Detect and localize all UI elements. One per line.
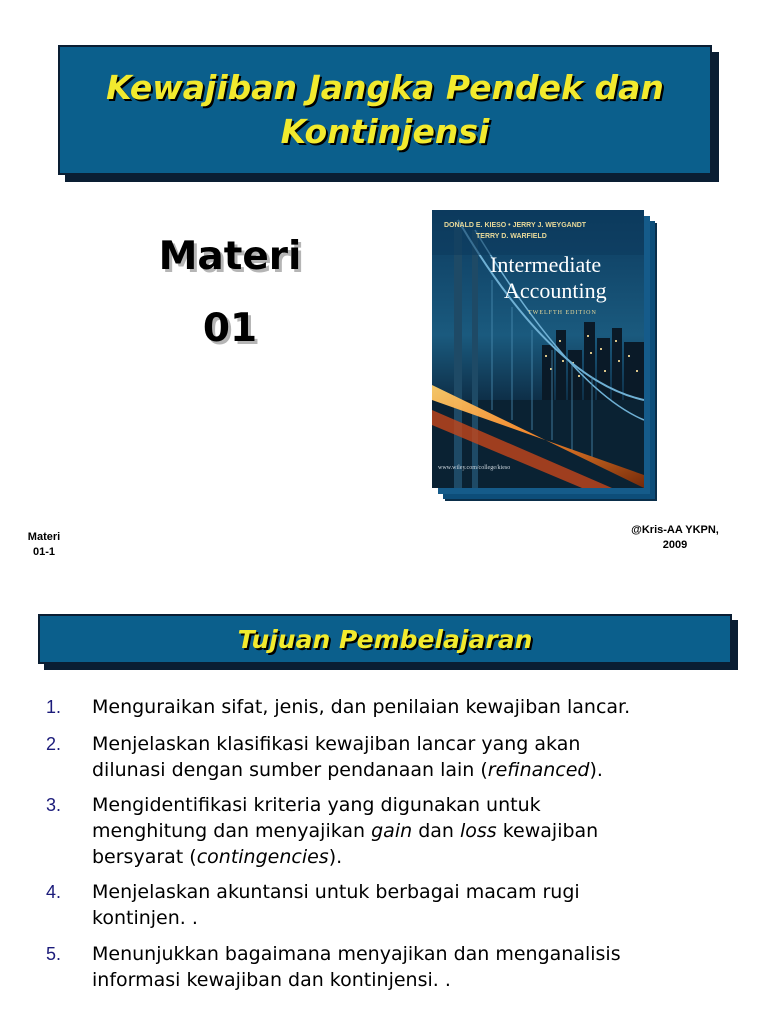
materi-number: 01 xyxy=(202,306,258,351)
list-item-line: Mengidentifikasi kriteria yang digunakan untuk xyxy=(92,794,541,816)
footer-right-line2: 2009 xyxy=(662,539,688,551)
book-edition: TWELFTH EDITION xyxy=(528,310,597,316)
text-run: menghitung dan menyajikan xyxy=(92,820,372,842)
text-run: ). xyxy=(328,846,343,868)
slide1-title-box xyxy=(58,45,712,175)
list-item-text xyxy=(92,694,732,720)
book-authors-line2: TERRY D. WARFIELD xyxy=(476,233,547,240)
list-item-line: Menjelaskan klasifikasi kewajiban lancar yang akan xyxy=(92,733,581,755)
list-item-line: Menjelaskan akuntansi untuk berbagai macam rugi xyxy=(92,881,580,903)
list-item-number: 1. xyxy=(46,697,62,717)
italic-term: loss xyxy=(459,820,497,842)
text-run: ). xyxy=(589,759,603,781)
footer-right-line1: @Kris-AA YKPN, xyxy=(631,524,719,536)
book-url: www.wiley.com/college/kieso xyxy=(438,465,511,471)
text-run: bersyarat ( xyxy=(92,846,197,868)
list-item-line: Menguraikan sifat, jenis, dan penilaian kewajiban lancar. xyxy=(92,696,631,718)
slide1-footer-right xyxy=(612,523,738,553)
book-cover-image xyxy=(432,210,644,488)
text-run: dilunasi dengan sumber pendanaan lain ( xyxy=(92,759,488,781)
materi-label: Materi xyxy=(158,234,302,279)
list-item-line xyxy=(92,820,598,842)
list-item-number: 4. xyxy=(46,882,62,902)
text-run: kewajiban xyxy=(496,820,599,842)
book-title-line2: Accounting xyxy=(504,278,607,303)
list-item-number: 5. xyxy=(46,944,62,964)
list-item-line: kontinjen. . xyxy=(92,907,198,929)
list-item-text xyxy=(92,879,732,931)
list-item-text xyxy=(92,731,732,783)
slide1-title-line1: Kewajiban Jangka Pendek dan xyxy=(106,68,664,107)
slide2-title-box xyxy=(38,614,732,664)
italic-term: gain xyxy=(371,820,413,842)
footer-left-line2: 01-1 xyxy=(32,546,56,558)
slide2-title: Tujuan Pembelajaran xyxy=(237,624,533,654)
list-item-line xyxy=(92,759,603,781)
slide1-footer-left xyxy=(22,530,66,560)
slide1-title-line2: Kontinjensi xyxy=(280,112,490,151)
book-title-line1: Intermediate xyxy=(490,252,602,277)
list-item-text xyxy=(92,792,732,870)
italic-term: contingencies xyxy=(196,846,329,868)
list-item-line: informasi kewajiban dan kontinjensi. . xyxy=(92,969,451,991)
list-item-number: 2. xyxy=(46,734,62,754)
text-run: dan xyxy=(412,820,460,842)
list-item-text xyxy=(92,941,732,993)
book-authors-line1: DONALD E. KIESO • JERRY J. WEYGANDT xyxy=(444,222,587,229)
list-item-line xyxy=(92,846,342,868)
list-item-number: 3. xyxy=(46,795,62,815)
footer-left-line1: Materi xyxy=(27,531,61,543)
italic-term: refinanced xyxy=(487,759,590,781)
list-item-line: Menunjukkan bagaimana menyajikan dan menganalisis xyxy=(92,943,621,965)
